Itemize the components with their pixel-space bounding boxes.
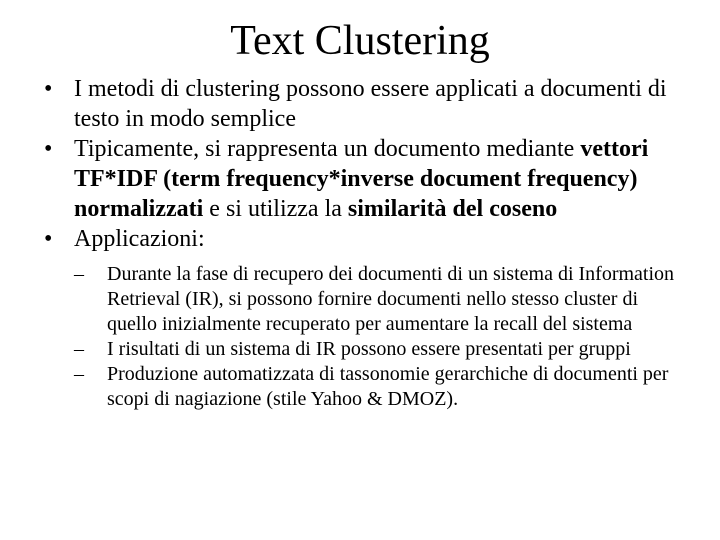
bullet-text: I metodi di clustering possono essere applicati a documenti di testo in modo semplice bbox=[74, 76, 667, 132]
bullet-item bbox=[44, 224, 694, 412]
bullet-marker: • bbox=[44, 136, 53, 162]
bullet-list bbox=[44, 74, 694, 412]
slide-title: Text Clustering bbox=[230, 18, 490, 64]
bullet-bold-text: vettori TF*IDF (term frequency*inverse document frequency) normalizzati bbox=[74, 136, 649, 222]
bullet-text: e si utilizza la bbox=[203, 196, 348, 222]
bullet-marker: • bbox=[44, 226, 53, 252]
bullet-marker: • bbox=[44, 76, 53, 102]
bullet-item bbox=[44, 74, 694, 134]
bullet-text: Tipicamente, si rappresenta un documento mediante bbox=[74, 136, 581, 162]
bullet-bold-text: similarità del coseno bbox=[347, 196, 558, 222]
subbullet-list bbox=[74, 262, 684, 412]
subbullet-text: Produzione automatizzata di tassonomie gerarchiche di documenti per scopi di nagiazione (stile Yahoo & DMOZ). bbox=[107, 363, 669, 410]
subbullet-item bbox=[74, 337, 684, 362]
subbullet-text: Durante la fase di recupero dei documenti di un sistema di Information Retrieval (IR), si possono fornire documenti nello stesso cluster di quello inizialmente recuperato per aumentare la recall del sistema bbox=[107, 263, 675, 335]
subbullet-marker: – bbox=[74, 263, 84, 285]
subbullet-marker: – bbox=[74, 338, 84, 360]
bullet-text: Applicazioni: bbox=[74, 226, 205, 252]
subbullet-text: I risultati di un sistema di IR possono essere presentati per gruppi bbox=[107, 338, 631, 360]
bullet-item bbox=[44, 134, 694, 224]
subbullet-item bbox=[74, 362, 684, 412]
subbullet-marker: – bbox=[74, 363, 84, 385]
subbullet-item bbox=[74, 262, 684, 337]
